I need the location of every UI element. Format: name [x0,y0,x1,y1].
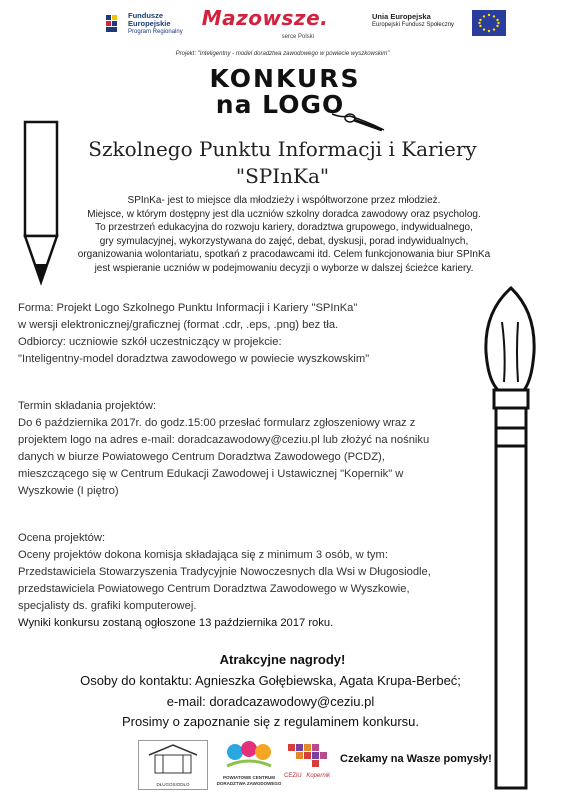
termin-heading: Termin składania projektów: [18,400,157,412]
fe-program: Program Regionalny [128,29,183,35]
pcdz-line-1: POWIATOWE CENTRUM [222,775,276,780]
contacts-line: Osoby do kontaktu: Agnieszka Gołębiewska, Agata Krupa-Berbeć; [80,673,461,688]
regulamin-line: Prosimy o zapoznanie się z regulaminem konkursu. [122,714,419,729]
wyniki-line: Wyniki konkursu zostaną ogłoszone 13 października 2017 roku. [18,617,334,629]
intro-line: To przestrzeń edukacyjna do rozwoju kariery, doradztwa grupowego, indywidualnego, [95,222,473,233]
fe-star-icon [104,12,124,36]
pcdz-line-2: DORADZTWA ZAWODOWEGO [216,781,282,786]
forma-section [18,300,478,368]
termin-line: Wyszkowie (I piętro) [18,485,119,497]
termin-line: projektem logo na adres e-mail: doradcazawodowy@ceziu.pl lub złożyć na nośniku [18,434,430,446]
ocena-line: przedstawiciela Powiatowego Centrum Doradztwa Zawodowego w Wyszkowie, [18,583,410,595]
forma-line: Forma: Projekt Logo Szkolnego Punktu Informacji i Kariery "SPInKa" [18,302,358,314]
project-line: Projekt: "Inteligentny - model doradztwa zawodowego w powiecie wyszkowskim" [175,51,390,57]
eu-flag-icon [472,10,506,36]
kopernik-text: Kopernik [306,773,331,779]
fe-title-1: Fundusze [128,11,163,20]
ocena-line: Przedstawiciela Stowarzyszenia Tradycyjnie Nowoczesnych dla Wsi w Długosiodle, [18,566,431,578]
small-brush-icon [328,108,388,134]
forma-line: "Inteligentny-model doradztwa zawodowego w powiecie wyszkowskim" [18,353,370,365]
mazowsze-word: Mazowsze. [201,6,329,30]
dlugosiodlo-logo [138,740,208,790]
pencil-icon [16,120,66,290]
subtitle: Szkolnego Punktu Informacji i Kariery [88,137,477,161]
pcdz-logo [214,740,284,790]
termin-line: mieszczącego się w Centrum Edukacji Zawodowej i Ustawicznej "Kopernik" w [18,468,404,480]
ceziu-blocks-icon [284,742,336,768]
czekamy-text: Czekamy na Wasze pomysły! [340,753,492,765]
forma-line: w wersji elektronicznej/graficznej (format .cdr, .eps, .png) bez tła. [18,319,339,331]
prizes-line: Atrakcyjne nagrody! [219,652,346,667]
mazowsze-sub: serce Polski [281,34,314,40]
ocena-heading: Ocena projektów: [18,532,106,544]
forma-line: Odbiorcy: uczniowie szkół uczestniczący w projekcie: [18,336,282,348]
fe-title-2: Europejskie [128,19,171,28]
ocena-section [18,530,478,632]
intro-line: Miejsce, w którym dostępny jest dla uczniów szkolny doradca zawodowy oraz psycholog. [87,208,481,220]
ocena-line: specjalisty ds. grafiki komputerowej. [18,600,197,612]
eu-logo-text [372,12,468,38]
intro-line: jest wspieranie uczniów w podejmowaniu decyzji o wyborze w dalszej ścieżce kariery. [94,262,474,274]
ceziu-text: CEZiU [284,773,302,779]
eu-title: Unia Europejska [372,12,431,21]
termin-line: danych w biurze Powiatowego Centrum Doradztwa Zawodowego (PCDZ), [18,451,385,463]
intro-paragraph [64,194,504,275]
termin-line: Do 6 października 2017r. do godz.15:00 przesłać formularz zgłoszeniowy wraz z [18,417,416,429]
pcdz-people-icon [219,740,279,770]
intro-line: organizowania wolontariatu, spotkań z pracodawcami itd. Celem funkcjonowania biur SPInKa [77,249,491,260]
spinka-name: "SPInKa" [235,164,330,188]
email-line: e-mail: doradcazawodowy@ceziu.pl [166,694,375,709]
mazowsze-logo [200,6,330,42]
dlugosiodlo-text: DŁUGOSIODŁO [156,782,190,787]
intro-line: SPInKa- jest to miejsce dla młodzieży i współtworzone przez młodzież. [127,195,441,206]
title-na-logo: na LOGO [215,90,345,119]
ceziu-logo [284,742,336,788]
eu-sub: Europejski Fundusz Społeczny [372,22,455,28]
house-icon [139,741,207,777]
termin-section [18,398,478,500]
ocena-line: Oceny projektów dokona komisja składająca się z minimum 3 osób, w tym: [18,549,388,561]
intro-line: gry symulacyjnej, wykorzystywana do zajęć, debat, dyskusji, porad indywidualnych, [99,235,469,247]
title-konkurs: KONKURS [209,64,361,93]
fundusze-europejskie-logo [104,10,204,40]
